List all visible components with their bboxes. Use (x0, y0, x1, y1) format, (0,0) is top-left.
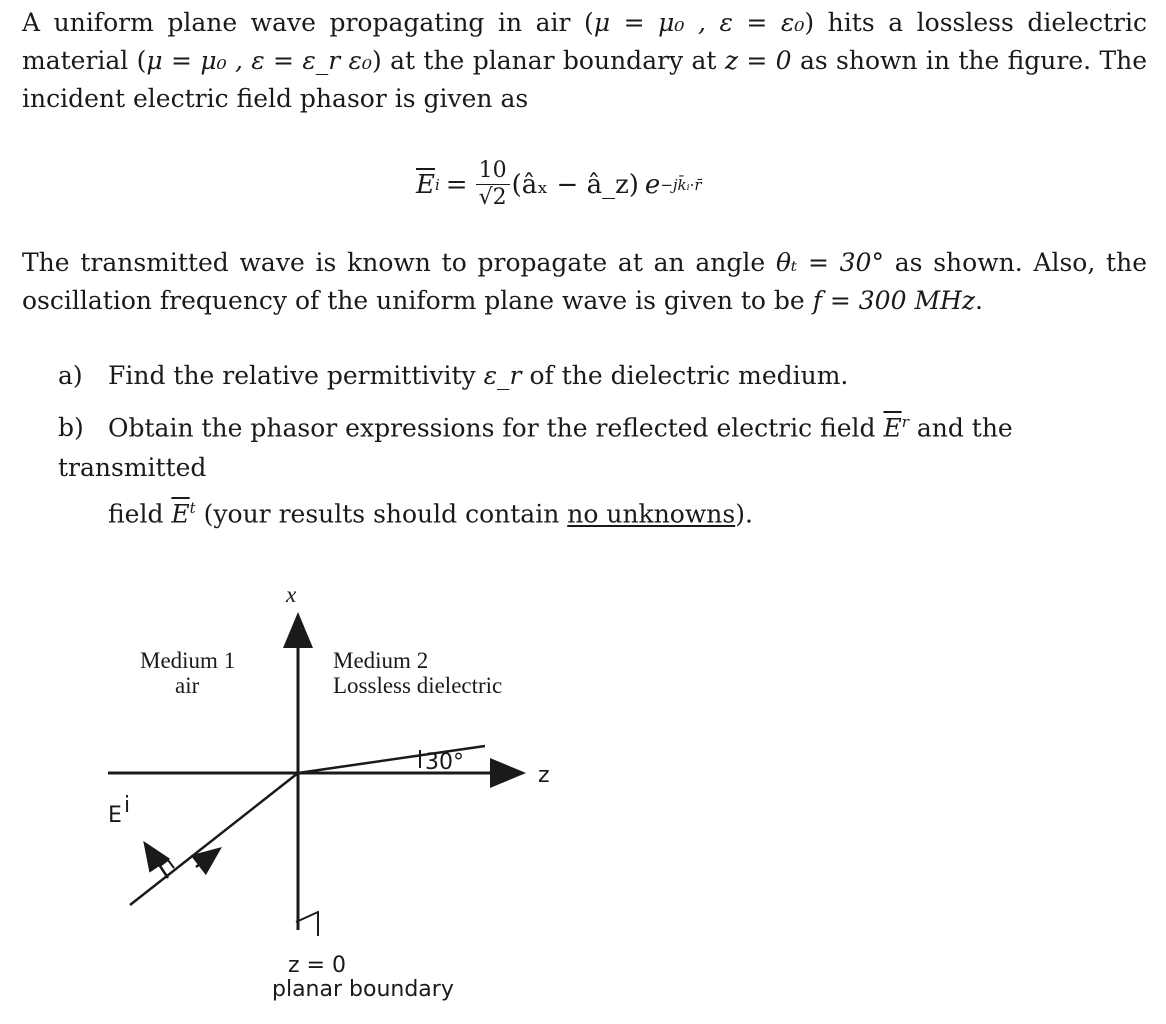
incident-ray (130, 773, 298, 905)
z-axis-label: z (538, 763, 550, 788)
frequency: f = 300 MHz (812, 286, 976, 315)
problem-paragraph-2: The transmitted wave is known to propagate at an angle θₜ = 30° as shown. Also, the oscillation frequency of the uniform plane wave is given to be f = 300 MHz. (22, 248, 1147, 315)
eq-lhs: $\overline{E}$ (416, 169, 435, 200)
air-params: μ = μ₀ , ε = ε₀ (593, 8, 805, 37)
medium1-label: Medium 1 (140, 648, 236, 673)
eq-fraction: $\frac{10}{√2}$ (476, 158, 510, 211)
eq-vector: (âₓ − â_z) (511, 169, 639, 200)
medium1-sublabel: air (175, 673, 200, 698)
field-label: E (108, 803, 122, 828)
dielectric-params: μ = μ₀ , ε = ε_r ε₀ (146, 46, 372, 75)
problem-intro: A uniform plane wave propagating in air (μ = μ₀ , ε = ε₀) hits a lossless dielectric material (μ = μ₀ , ε = ε_r ε₀) at the planar boundary at z = 0 as shown in the figure. The incident electric field phasor is given as (22, 8, 1148, 113)
medium2-label: Medium 2 (333, 648, 429, 673)
incident-field-equation: $\overline{E}$ i = $\frac{10}{√2}$ (âₓ − â_z) e −jk̄ᵢ·r̄ (416, 158, 702, 210)
angle-label: 30° (425, 750, 464, 775)
boundary-eq-label: z = 0 (288, 953, 346, 978)
eq-exponent: −jk̄ᵢ·r̄ (660, 175, 702, 194)
svg-text:i: i (124, 793, 131, 818)
medium2-sublabel: Lossless dielectric (333, 673, 503, 698)
boundary-condition: z = 0 (724, 46, 792, 75)
transmission-angle: θₜ = 30° (775, 248, 884, 277)
boundary-figure (0, 560, 1166, 1024)
boundary-text-label: planar boundary (272, 977, 454, 1002)
question-b: b) Obtain the phasor expressions for the reflected electric field $\overline{E}^r$ and the transmitted field $\overline{E}^t$ (your results should contain no unknowns). (58, 413, 1013, 529)
question-a: a) Find the relative permittivity ε_r of the dielectric medium. (58, 361, 849, 390)
x-axis-label: x (286, 582, 297, 607)
